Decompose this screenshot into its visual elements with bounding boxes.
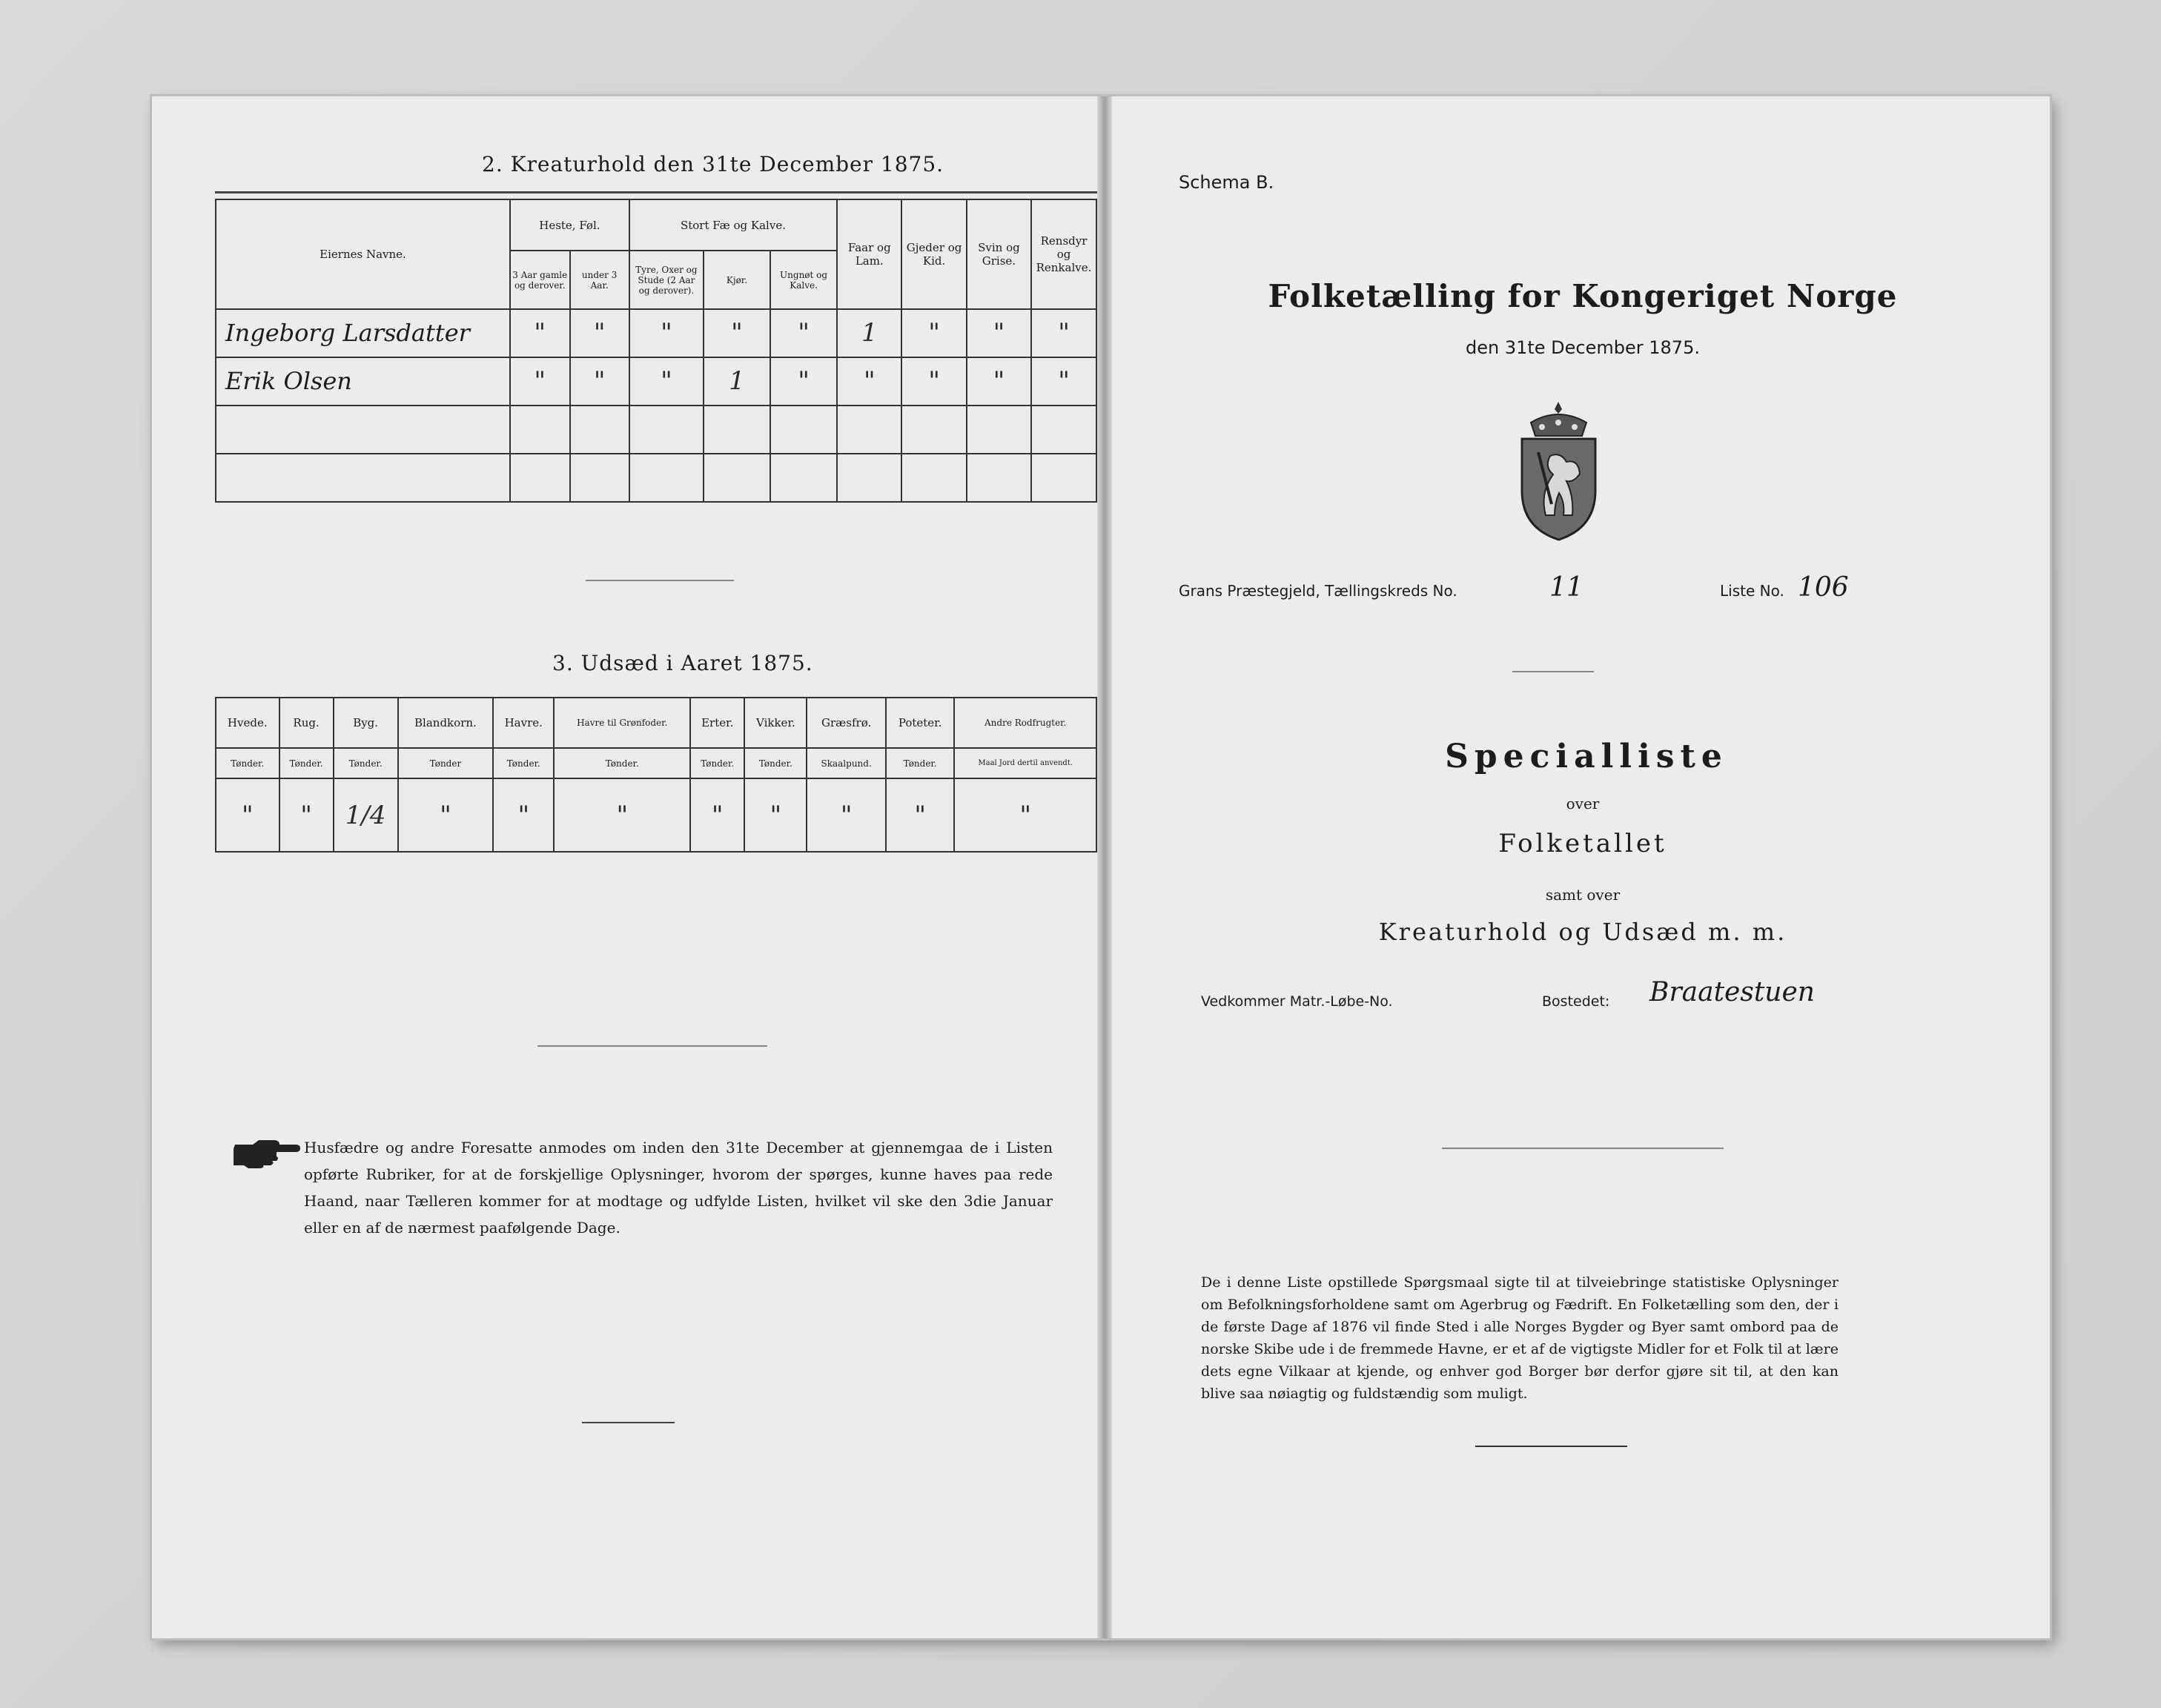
cell: ": [398, 778, 494, 852]
unit: Tønder: [398, 748, 494, 779]
owner-name: Erik Olsen: [216, 357, 510, 406]
divider: [537, 1045, 767, 1047]
erter-header: Erter.: [690, 698, 744, 748]
unit: Tønder.: [216, 748, 279, 779]
parish-label: Grans Præstegjeld, Tællingskreds No.: [1179, 582, 1457, 600]
folketallet-heading: Folketallet: [1498, 829, 1667, 858]
census-date: den 31te December 1875.: [1466, 337, 1700, 358]
cell: ": [629, 309, 704, 357]
unit: Tønder.: [334, 748, 398, 779]
cell: 1: [837, 309, 901, 357]
over-label: over: [1566, 795, 1600, 812]
cell: ": [967, 309, 1031, 357]
cell: ": [901, 309, 966, 357]
havre-gronfoder-header: Havre til Grønfoder.: [554, 698, 690, 748]
seed-table: [215, 697, 1097, 853]
table-row: [216, 406, 1096, 454]
cell: ": [954, 778, 1096, 852]
list-label: Liste No.: [1720, 582, 1784, 600]
havre-header: Havre.: [493, 698, 554, 748]
unit: Tønder.: [554, 748, 690, 779]
bosted-value: Braatestuen: [1649, 977, 1815, 1007]
divider: [1512, 671, 1594, 672]
cell: ": [744, 778, 807, 852]
census-title: Folketælling for Kongeriget Norge: [1268, 278, 1898, 314]
unit: Tønder.: [279, 748, 334, 779]
reindeer-col-header: Rensdyr og Renkalve.: [1031, 199, 1096, 309]
table-row: [216, 778, 1096, 852]
page-spine: [1097, 96, 1112, 1638]
cell: ": [837, 357, 901, 406]
owner-name: Ingeborg Larsdatter: [216, 309, 510, 357]
cell: 1/4: [334, 778, 398, 852]
schema-label: Schema B.: [1179, 172, 1274, 193]
cell: ": [770, 309, 837, 357]
cell: 1: [704, 357, 770, 406]
matr-label: Vedkommer Matr.-Løbe-No.: [1201, 993, 1393, 1010]
livestock-table: [215, 199, 1097, 503]
unit: Tønder.: [690, 748, 744, 779]
poteter-header: Poteter.: [886, 698, 955, 748]
horse-old-header: 3 Aar gamle og derover.: [510, 251, 570, 308]
cell: ": [886, 778, 955, 852]
blandkorn-header: Blandkorn.: [398, 698, 494, 748]
district-number: 11: [1549, 572, 1583, 603]
cell: ": [493, 778, 554, 852]
kreaturhold-heading: Kreaturhold og Udsæd m. m.: [1378, 918, 1787, 946]
unit: Skaalpund.: [807, 748, 885, 779]
divider: [582, 1422, 675, 1423]
table-row: [216, 454, 1096, 502]
unit: Tønder.: [744, 748, 807, 779]
owner-col-header: Eiernes Navne.: [216, 199, 510, 309]
cell: ": [704, 309, 770, 357]
graesfro-header: Græsfrø.: [807, 698, 885, 748]
rodfrugter-header: Andre Rodfrugter.: [954, 698, 1096, 748]
cell: ": [901, 357, 966, 406]
cell: ": [690, 778, 744, 852]
horses-group-header: Heste, Føl.: [510, 199, 629, 251]
list-number: 106: [1798, 572, 1849, 603]
cell: ": [807, 778, 885, 852]
bosted-label: Bostedet:: [1542, 993, 1610, 1010]
table-row: [216, 357, 1096, 406]
cell: ": [570, 309, 629, 357]
unit: Tønder.: [493, 748, 554, 779]
vikker-header: Vikker.: [744, 698, 807, 748]
cell: ": [1031, 309, 1096, 357]
specialliste-heading: Specialliste: [1445, 738, 1728, 775]
coat-of-arms-icon: [1516, 400, 1601, 541]
cell: ": [510, 357, 570, 406]
rug-header: Rug.: [279, 698, 334, 748]
bulls-header: Tyre, Oxer og Stude (2 Aar og derover).: [629, 251, 704, 308]
young-cattle-header: Ungnøt og Kalve.: [770, 251, 837, 308]
horse-young-header: under 3 Aar.: [570, 251, 629, 308]
notice-text: Husfædre og andre Foresatte anmodes om inden den 31te December at gjennemgaa de i Listen opførte Rubriker, for at de forskjellige Oplysninger, hvorom der spørges, kunne haves paa rede Haand, naar Tælleren kommer for at modtage og udfylde Listen, hvilket vil ske den 3die Januar eller en af de nærmest paafølgende Dage.: [304, 1139, 1053, 1237]
byg-header: Byg.: [334, 698, 398, 748]
section2-title: 2. Kreaturhold den 31te December 1875.: [482, 152, 944, 176]
goats-col-header: Gjeder og Kid.: [901, 199, 966, 309]
cell: ": [216, 778, 279, 852]
pigs-col-header: Svin og Grise.: [967, 199, 1031, 309]
samt-over-label: samt over: [1545, 886, 1621, 904]
section3-title: 3. Udsæd i Aaret 1875.: [552, 651, 813, 675]
cell: ": [967, 357, 1031, 406]
cows-header: Kjør.: [704, 251, 770, 308]
cell: ": [279, 778, 334, 852]
table-row: [216, 309, 1096, 357]
cell: ": [770, 357, 837, 406]
sheep-col-header: Faar og Lam.: [837, 199, 901, 309]
divider: [1442, 1148, 1724, 1149]
cell: ": [1031, 357, 1096, 406]
cell: ": [629, 357, 704, 406]
section2-top-rule: [215, 191, 1097, 193]
footer-text: De i denne Liste opstillede Spørgsmaal sigte til at tilveiebringe statistiske Oplysninger om Befolkningsforholdene samt om Agerbrug og Fædrift. En Folketælling som den, der i de første Dage af 1876 vil finde Sted i alle Norges Bygder og Byer samt ombord paa de norske Skibe ude i de fremmede Havne, er et af de vigtigste Midler for et Folk til at lære dets egne Vilkaar at kjende, og enhver god Borger bør derfor gjøre sit til, at den kan blive saa nøiagtig og fuldstændig som muligt.: [1201, 1274, 1839, 1402]
pointing-hand-icon: [234, 1134, 300, 1170]
unit: Maal Jord dertil anvendt.: [954, 748, 1096, 779]
cell: ": [510, 309, 570, 357]
cattle-group-header: Stort Fæ og Kalve.: [629, 199, 837, 251]
cell: ": [554, 778, 690, 852]
unit: Tønder.: [886, 748, 955, 779]
divider: [586, 580, 734, 581]
cell: ": [570, 357, 629, 406]
divider: [1475, 1446, 1627, 1447]
hvede-header: Hvede.: [216, 698, 279, 748]
